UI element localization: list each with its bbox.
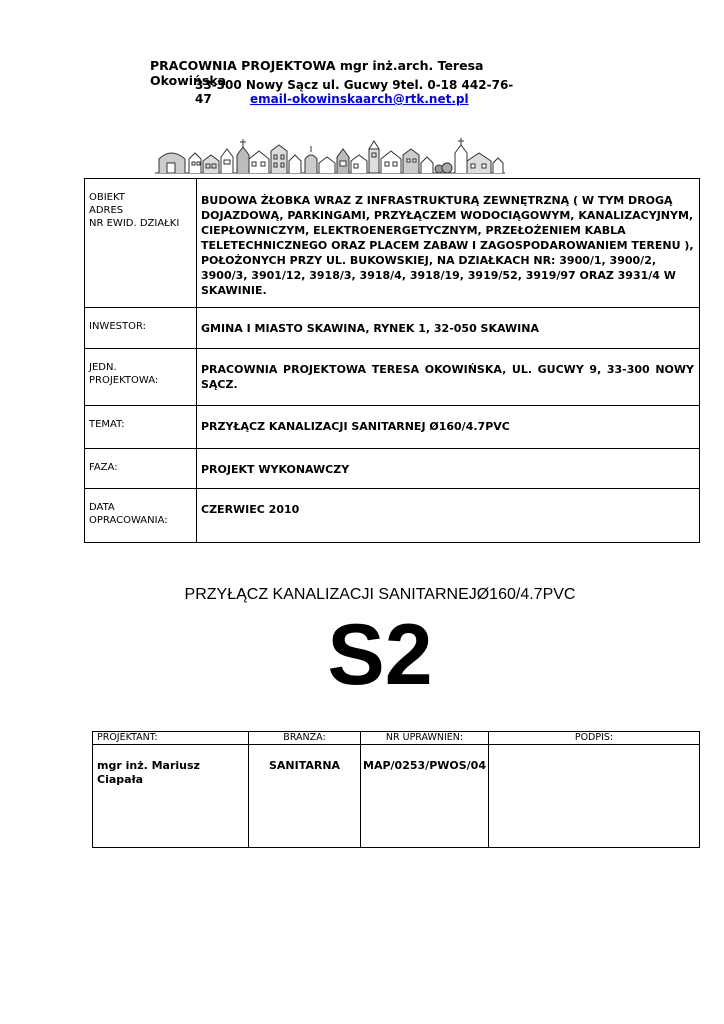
value-topic: PRZYŁĄCZ KANALIZACJI SANITARNEJ Ø160/4.7PVC bbox=[197, 406, 700, 449]
document-code: S2 bbox=[327, 607, 433, 703]
row-design-unit bbox=[85, 349, 700, 406]
value-branch: SANITARNA bbox=[249, 745, 361, 848]
town-skyline-logo bbox=[155, 135, 505, 175]
label-date: DATA OPRACOWANIA: bbox=[85, 489, 197, 543]
row-date bbox=[85, 489, 700, 543]
label-phase: FAZA: bbox=[85, 449, 197, 489]
row-phase bbox=[85, 449, 700, 489]
header-branch: BRANŻA: bbox=[249, 732, 361, 745]
signature-header-row bbox=[93, 732, 700, 745]
value-investor: GMINA I MIASTO SKAWINA, RYNEK 1, 32-050 SKAWINA bbox=[197, 308, 700, 349]
company-email-link[interactable]: email-okowinskaarch@rtk.net.pl bbox=[250, 92, 469, 106]
label-topic: TEMAT: bbox=[85, 406, 197, 449]
value-license-number: MAP/0253/PWOS/04 bbox=[361, 745, 489, 848]
value-date: CZERWIEC 2010 bbox=[197, 489, 700, 543]
value-designer: mgr inż. Mariusz Ciapała bbox=[93, 745, 249, 848]
row-topic bbox=[85, 406, 700, 449]
value-phase: PROJEKT WYKONAWCZY bbox=[197, 449, 700, 489]
header-license-number: NR UPRAWNIEN: bbox=[361, 732, 489, 745]
value-design-unit: PRACOWNIA PROJEKTOWA TERESA OKOWIŃSKA, UL. GUCWY 9, 33-300 NOWY SĄCZ. bbox=[197, 349, 700, 406]
header-designer: PROJEKTANT: bbox=[93, 732, 249, 745]
signature-table bbox=[92, 731, 700, 848]
signature-value-row bbox=[93, 745, 700, 848]
document-title: PRZYŁĄCZ KANALIZACJI SANITARNEJØ160/4.7PVC bbox=[184, 586, 576, 603]
row-investor bbox=[85, 308, 700, 349]
label-object: OBIEKT ADRES NR EWID. DZIAŁKI bbox=[85, 179, 197, 308]
row-object bbox=[85, 179, 700, 308]
label-design-unit: JEDN. PROJEKTOWA: bbox=[85, 349, 197, 406]
label-investor: INWESTOR: bbox=[85, 308, 197, 349]
value-signature bbox=[489, 745, 700, 848]
project-info-table bbox=[84, 178, 700, 543]
company-name: PRACOWNIA PROJEKTOWA mgr inż.arch. Teresa Okowińska bbox=[150, 58, 484, 88]
value-object: BUDOWA ŻŁOBKA WRAZ Z INFRASTRUKTURĄ ZEWNĘTRZNĄ ( W TYM DROGĄ DOJAZDOWĄ, PARKINGAMI, PRZYŁĄCZEM WODOCIĄGOWYM, KANALIZACYJNYM, CIEPŁOWNICZYM, ELEKTROENERGETYCZNYM, PRZEŁOŻENIEM KABLA TELETECHNICZNEGO ORAZ PLACEM ZABAW I ZAGOSPODAROWANIEM TERENU ), POŁOŻONYCH PRZY UL. BUKOWSKIEJ, NA DZIAŁKACH NR: 3900/1, 3900/2, 3900/3, 3901/12, 3918/3, 3918/4, 3918/19, 3919/52, 3919/97 ORAZ 3931/4 W SKAWINIE. bbox=[197, 179, 700, 308]
header-signature: PODPIS: bbox=[489, 732, 700, 745]
company-address: 33-300 Nowy Sącz ul. Gucwy 9tel. 0-18 442-76-47 bbox=[195, 78, 514, 106]
